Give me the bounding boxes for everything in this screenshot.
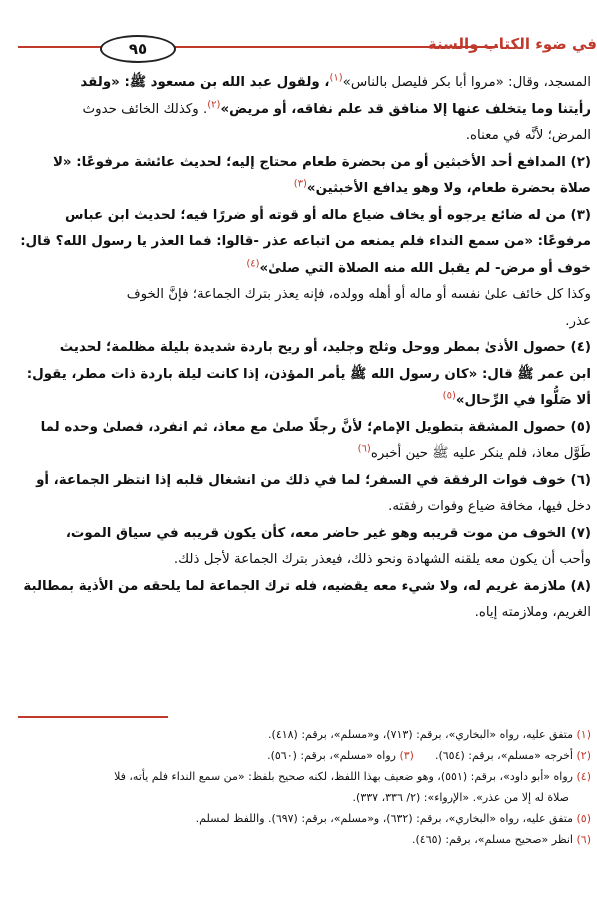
text-segment: المسجد، وقال: «مروا أبا بكر فليصل بالناس» (342, 75, 591, 90)
footnote-ref[interactable]: (٣) (293, 178, 307, 190)
header-rule (18, 46, 498, 48)
footnote-ref[interactable]: (٢) (207, 99, 221, 111)
item-heading (6, 150, 591, 177)
item-heading (6, 335, 591, 362)
text-segment: طَوَّل معاذ، فلم ينكر عليه ﷺ حين أخبره (370, 446, 591, 461)
footnote-text: أخرجه «مسلم»، برقم: (٦٥٤). (434, 749, 573, 762)
text-segment: (٤) حصول الأذىٰ بمطر ووحل وثلج وجليد، أو ريح باردة شديدة بليلة مظلمة؛ لحديث (59, 340, 591, 355)
footnote (6, 766, 591, 787)
footnote (6, 724, 591, 745)
footnote-ref[interactable]: (٥) (442, 390, 456, 402)
footnote-number: (٥) (576, 812, 591, 825)
footnote-text: متفق عليه، رواه «البخاري»، برقم: (٦٣٢)، و«مسلم»، برقم: (٦٩٧). واللفظ لمسلم. (195, 812, 573, 825)
text-line: عذر. (565, 313, 591, 329)
text-line (6, 70, 591, 97)
text-segment: . وكذلك الخائف حدوث (82, 101, 208, 117)
footnote-text: رواه «أبو داود»، برقم: (٥٥١)، وهو ضعيف بهذا اللفظ، لكنه صحيح بلفظ: «من سمع النداء فلم يأته، فلا (114, 770, 573, 783)
footnote-continuation: صلاة له إلا من عذر». «الإرواء»: (٢/ ٣٣٦، ٣٣٧). (352, 791, 569, 804)
footnote-number: (١) (576, 728, 591, 741)
item-heading (6, 203, 591, 230)
footnote-text: متفق عليه، رواه «البخاري»، برقم: (٧١٣)، و«مسلم»، برقم: (٤١٨). (268, 728, 573, 741)
text-line: المرض؛ لأنَّه في معناه. (465, 128, 591, 143)
item-heading (6, 468, 591, 495)
item-heading (6, 415, 591, 442)
footnote-number: (٤) (576, 770, 591, 783)
text-segment: (٦) خوف فوات الرفقة في السفر؛ لما في ذلك من انشغال قلبه إذا انتظر الجماعة، أو (36, 472, 591, 488)
footnote-text: انظر «صحيح مسلم»، برقم: (٤٦٥). (412, 833, 573, 846)
text-line: وأحب أن يكون معه يلقنه الشهادة ونحو ذلك، فيعذر بترك الجماعة لأجل ذلك. (173, 552, 591, 567)
text-line: دخل فيها، مخافة ضياع وفوات رفقته. (388, 499, 591, 514)
footnotes (6, 724, 591, 850)
text-segment: ابن عمر ﷺ قال: «كان رسول الله ﷺ يأمر المؤذن، إذا كانت ليلة باردة ذات مطر، يقول: (26, 366, 591, 382)
text-segment: مرفوعًا: «من سمع النداء فلم يمنعه من اتباعه عذر -قالوا: فما العذر يا رسول الله؟ قال: (20, 234, 591, 249)
text-line (6, 97, 591, 124)
text-segment: (٧) الخوف من موت قريبه وهو غير حاضر معه، كأن يكون قريبه في سياق الموت، (65, 525, 591, 541)
footnote (6, 745, 591, 766)
item-heading (6, 574, 591, 601)
text-line (6, 362, 591, 389)
main-text (6, 70, 591, 627)
text-line (6, 176, 591, 203)
running-title: في ضوء الكتاب والسنة (427, 35, 597, 53)
text-segment: ألا صَلُّوا في الرِّحال» (455, 393, 591, 408)
footnote (6, 829, 591, 850)
item-heading (6, 521, 591, 548)
text-segment: صلاة بحضرة طعام، ولا وهو يدافع الأخبثين» (306, 181, 591, 196)
text-line (6, 441, 591, 468)
text-line (6, 256, 591, 283)
footnote-ref[interactable]: (٦) (357, 443, 371, 455)
text-segment: رأيتنا وما يتخلف عنها إلا منافق قد علم نفاقه، أو مريض» (220, 101, 591, 117)
text-segment: (٨) ملازمة غريم له، ولا شيء معه يقضيه، فله ترك الجماعة لما يلحقه من الأذية بمطالبة (23, 578, 591, 594)
footnote-text: رواه «مسلم»، برقم: (٥٦٠). (267, 749, 396, 762)
text-segment: خوف أو مرض- لم يقبل الله منه الصلاة التي صلىٰ» (259, 260, 591, 276)
text-segment: (٣) من له ضائع يرجوه أو يخاف ضياع ماله أو قوته أو ضررًا فيه؛ لحديث ابن عباس (64, 207, 591, 223)
footnote-number: (٣) (399, 749, 414, 762)
page-number: ٩٥ (100, 35, 176, 63)
text-segment: ، ولقول عبد الله بن مسعود ﷺ: «ولقد (80, 75, 330, 90)
text-line: وكذا كل خائف علىٰ نفسه أو ماله أو أهله وولده، فإنه يعذر بترك الجماعة؛ فإنَّ الخوف (126, 287, 591, 302)
footnote-ref[interactable]: (٤) (246, 258, 260, 270)
footnote (6, 808, 591, 829)
footnote-ref[interactable]: (١) (329, 72, 343, 84)
page-header (0, 33, 597, 63)
text-line (6, 388, 591, 415)
text-line (6, 229, 591, 256)
footnote-number: (٢) (576, 749, 591, 762)
text-line: الغريم، وملازمته إياه. (474, 605, 591, 620)
text-segment: (٢) المدافع أحد الأخبثين أو من بحضرة طعام محتاج إليه؛ لحديث عائشة مرفوعًا: «لا (52, 154, 591, 170)
footnote-number: (٦) (576, 833, 591, 846)
text-segment: (٥) حصول المشقة بتطويل الإمام؛ لأنَّ رجلًا صلىٰ مع معاذ، ثم انفرد، فصلىٰ وحده لما (40, 419, 591, 435)
footnote-separator (18, 716, 168, 718)
